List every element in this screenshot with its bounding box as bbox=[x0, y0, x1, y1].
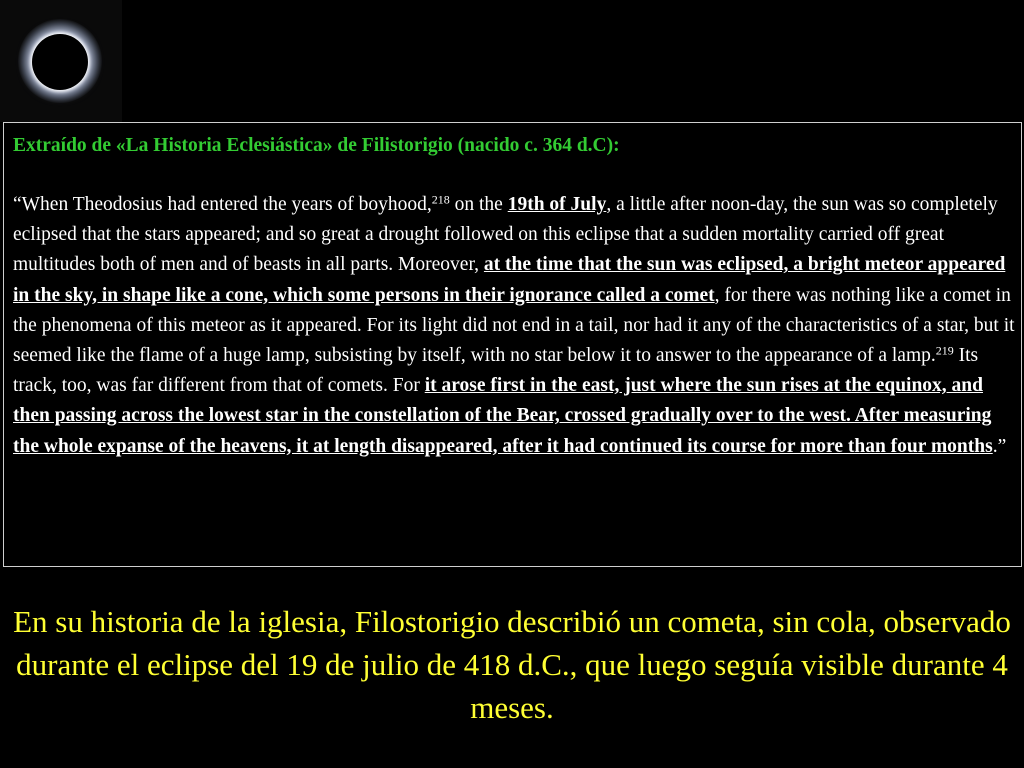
quote-text: , a little after noon-day, the sun was so completely eclipsed that the stars appeared; and so great a drought followed on this eclipse that a sudden mortality carried off great multitudes both of men and of beasts in all parts. Moreover, bbox=[13, 194, 998, 276]
footnote-ref: 218 bbox=[431, 192, 450, 207]
track-emphasis: it arose first in the east, just where the sun rises at the equinox, and then passing across the lowest star in the constellation of the Bear, crossed gradually over to the west. After measuring the whole expanse of the heavens, it at length disappeared, after it had continued its course for more than four months bbox=[13, 375, 993, 457]
quote-text: “When Theodosius had entered the years of boyhood, bbox=[13, 194, 432, 215]
footnote-ref: 219 bbox=[935, 343, 954, 358]
date-emphasis: 19th of July bbox=[507, 194, 607, 215]
solar-eclipse-icon bbox=[32, 34, 88, 90]
summary-text: En su historia de la iglesia, Filostorigio describió un cometa, sin cola, observado durante el eclipse del 19 de julio de 418 d.C., que luego seguía visible durante 4 meses. bbox=[13, 604, 1011, 725]
quote-text: , for there was nothing like a comet in the phenomena of this meteor as it appeared. For its light did not end in a tail, nor had it any of the characteristics of a star, but it seemed like the flame of a huge lamp, subsisting by itself, with no star below it to answer to the appearance of a lamp. bbox=[13, 284, 1015, 367]
quote-text: on the bbox=[449, 194, 508, 215]
solar-eclipse-image bbox=[0, 0, 122, 122]
meteor-emphasis: at the time that the sun was eclipsed, a bright meteor appeared in the sky, in shape like a cone, which some persons in their ignorance called a comet bbox=[13, 254, 1006, 306]
quote-heading: Extraído de «La Historia Eclesiástica» de Filistorigio (nacido c. 364 d.C): bbox=[13, 135, 620, 156]
quote-box bbox=[3, 122, 1022, 567]
quote-text: .” bbox=[992, 435, 1007, 457]
quote-body bbox=[13, 190, 1015, 462]
quote-text: Its track, too, was far different from that of comets. For bbox=[13, 345, 979, 397]
